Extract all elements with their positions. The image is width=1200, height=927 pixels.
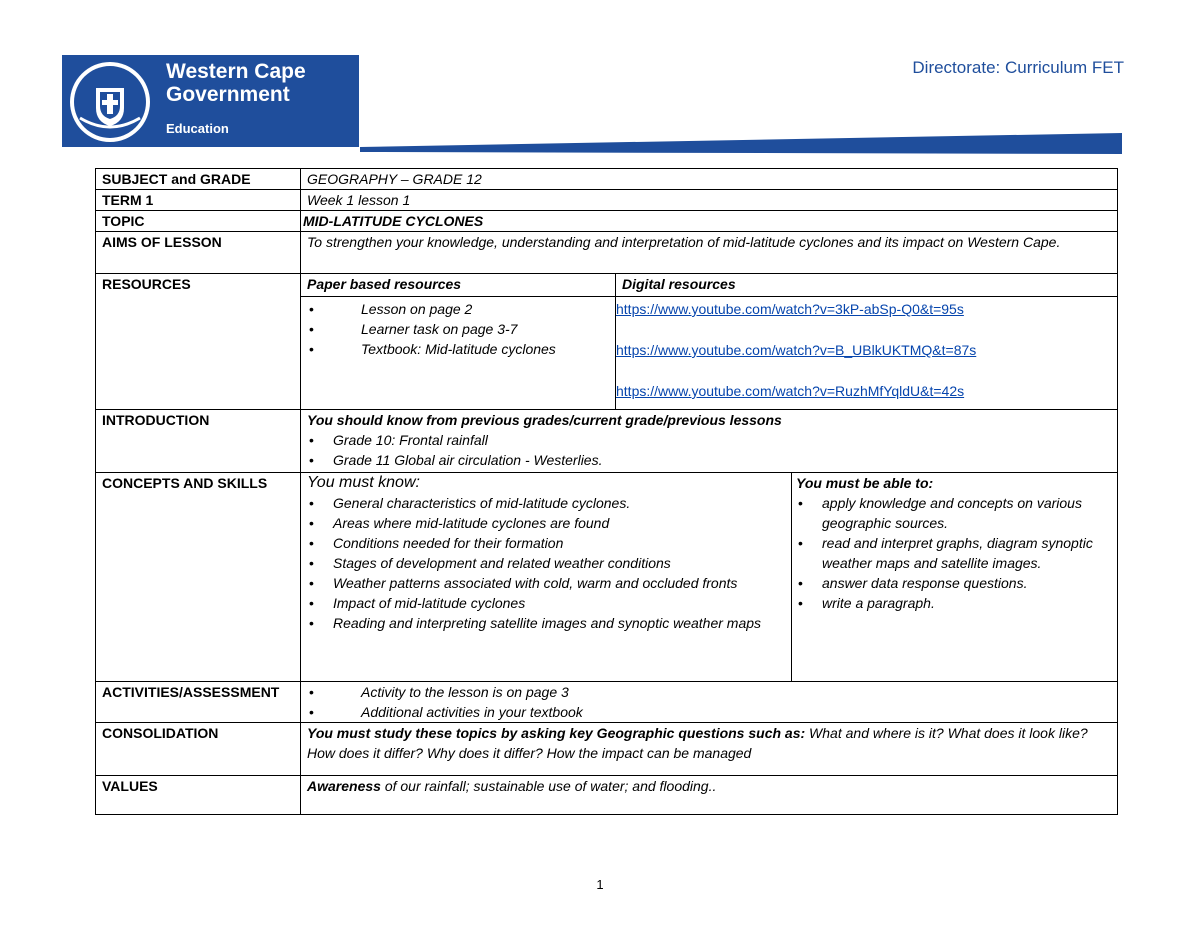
paper-resources-list (307, 299, 609, 359)
row-activities (96, 682, 1118, 723)
list-item: • Textbook: Mid-latitude cyclones (307, 339, 609, 359)
label-activities: ACTIVITIES/ASSESSMENT (96, 682, 301, 723)
consolidation-lead: You must study these topics by asking key Geographic questions such as: (307, 725, 806, 741)
row-term (96, 190, 1118, 211)
list-item: • Grade 11 Global air circulation - Westerlies. (307, 450, 1111, 470)
value-term: Week 1 lesson 1 (301, 190, 1118, 211)
list-item: • read and interpret graphs, diagram synoptic weather maps and satellite images. (796, 533, 1111, 573)
label-term: TERM 1 (96, 190, 301, 211)
activities-list (307, 682, 1111, 722)
list-item: • Learner task on page 3-7 (307, 319, 609, 339)
brand-department: Education (166, 121, 229, 136)
label-subject: SUBJECT and GRADE (96, 169, 301, 190)
brand-name-line2: Government (166, 83, 290, 106)
list-item: • Reading and interpreting satellite images and synoptic weather maps (307, 613, 785, 633)
introduction-heading: You should know from previous grades/current grade/previous lessons (307, 412, 782, 428)
list-item: • Stages of development and related weather conditions (307, 553, 785, 573)
coat-of-arms-icon (66, 58, 156, 146)
resources-table (301, 274, 1117, 409)
row-aims (96, 232, 1118, 274)
concepts-table (301, 473, 1117, 681)
row-subject (96, 169, 1118, 190)
page-number: 1 (596, 877, 604, 892)
values-lead: Awareness (307, 778, 381, 794)
list-item: • Grade 10: Frontal rainfall (307, 430, 1111, 450)
directorate-title: Directorate: Curriculum FET (912, 58, 1124, 77)
able-to-list (796, 493, 1111, 613)
video-link-2[interactable]: https://www.youtube.com/watch?v=B_UBlkUKTMQ&t=87s (616, 342, 977, 358)
row-topic (96, 211, 1118, 232)
value-topic: MID-LATITUDE CYCLONES (301, 211, 1118, 232)
label-topic: TOPIC (96, 211, 301, 232)
row-concepts (96, 473, 1118, 682)
video-link-1[interactable]: https://www.youtube.com/watch?v=3kP-abSp-Q0&t=95s (616, 301, 964, 317)
paper-resources-heading: Paper based resources (301, 274, 616, 297)
list-item: • answer data response questions. (796, 573, 1111, 593)
label-concepts: CONCEPTS AND SKILLS (96, 473, 301, 682)
label-consolidation: CONSOLIDATION (96, 723, 301, 776)
list-item: • Weather patterns associated with cold, warm and occluded fronts (307, 573, 785, 593)
list-item: • Conditions needed for their formation (307, 533, 785, 553)
label-values: VALUES (96, 776, 301, 815)
list-item: • General characteristics of mid-latitude cyclones. (307, 493, 785, 513)
lesson-plan-table (95, 168, 1118, 815)
list-item: • apply knowledge and concepts on various geographic sources. (796, 493, 1111, 533)
label-resources: RESOURCES (96, 274, 301, 410)
video-link-3[interactable]: https://www.youtube.com/watch?v=RuzhMfYqldU&t=42s (616, 383, 965, 399)
list-item: • Areas where mid-latitude cyclones are found (307, 513, 785, 533)
row-resources (96, 274, 1118, 410)
row-values (96, 776, 1118, 815)
row-introduction (96, 410, 1118, 473)
list-item: • Activity to the lesson is on page 3 (307, 682, 1111, 702)
label-aims: AIMS OF LESSON (96, 232, 301, 274)
values-text: of our rainfall; sustainable use of water; and flooding.. (380, 778, 717, 794)
list-item: • Additional activities in your textbook (307, 702, 1111, 722)
list-item: • Lesson on page 2 (307, 299, 609, 319)
able-to-heading: You must be able to: (796, 475, 934, 491)
must-know-heading: You must know: (307, 474, 420, 491)
list-item: • write a paragraph. (796, 593, 1111, 613)
list-item: • Impact of mid-latitude cyclones (307, 593, 785, 613)
value-aims: To strengthen your knowledge, understanding and interpretation of mid-latitude cyclones and its impact on Western Cape. (301, 232, 1118, 274)
introduction-list (307, 430, 1111, 470)
row-consolidation (96, 723, 1118, 776)
must-know-list (307, 493, 785, 633)
consolidation-questions: What and where is it? What does it look like? How does it differ? Why does it differ? How the impact can be managed (307, 725, 1088, 761)
brand-name-line1: Western Cape (166, 60, 306, 83)
label-introduction: INTRODUCTION (96, 410, 301, 473)
digital-resources-heading: Digital resources (616, 274, 1118, 297)
value-subject: GEOGRAPHY – GRADE 12 (301, 169, 1118, 190)
